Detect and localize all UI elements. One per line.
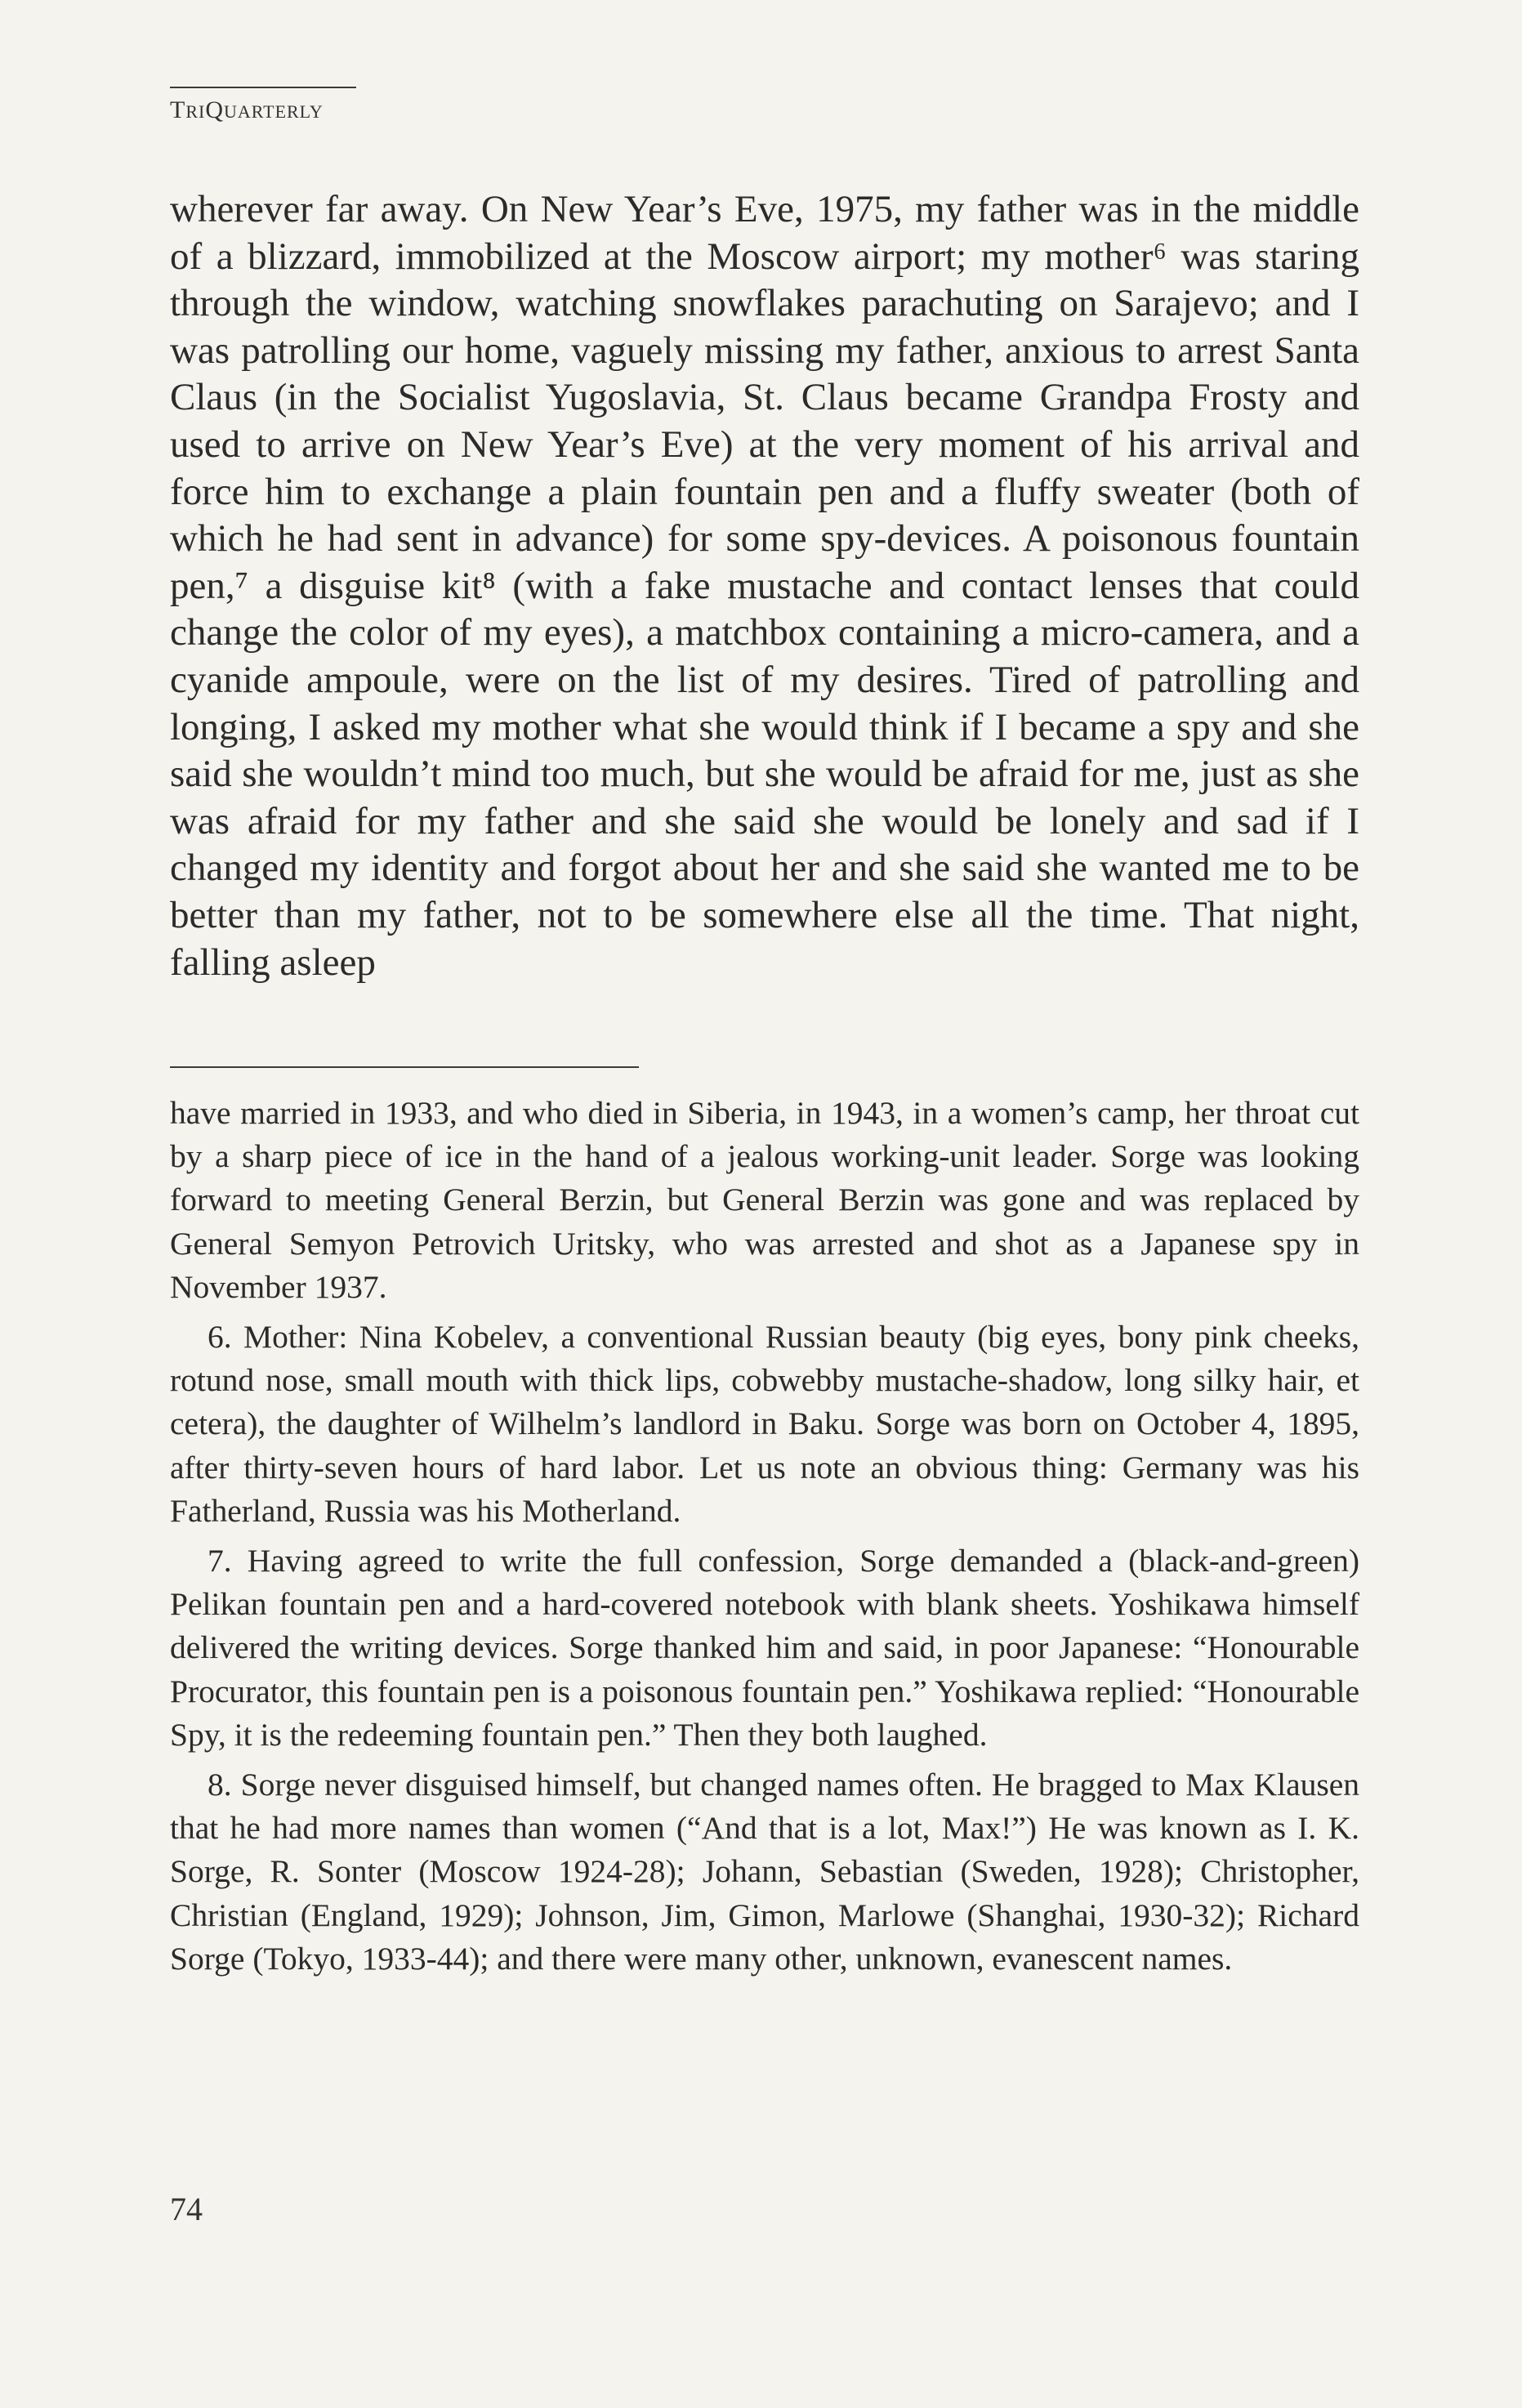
body-paragraph: wherever far away. On New Year’s Eve, 1975, my father was in the middle of a blizzard, immobilized at the Moscow airport; my mother⁶ was staring through the window, watching snowflakes parachuting on Sarajevo; and I was patrolling our home, vaguely missing my father, anxious to arrest Santa Claus (in the Socialist Yugoslavia, St. Claus became Grandpa Frosty and used to arrive on New Year’s Eve) at the very moment of his arrival and force him to exchange a plain fountain pen and a fluffy sweater (both of which he had sent in advance) for some spy-devices. A poisonous fountain pen,⁷ a disguise kit⁸ (with a fake mustache and contact lenses that could change the color of my eyes), a matchbox containing a micro-camera, and a cyanide ampoule, were on the list of my desires. Tired of patrolling and longing, I asked my mother what she would think if I became a spy and she said she wouldn’t mind too much, but she would be afraid for me, just as she was afraid for my father and she said she would be lonely and sad if I changed my identity and forgot about her and she said she wanted me to be better than my father, not to be somewhere else all the time. That night, falling asleep	[170, 188, 1359, 984]
running-head-part: RI	[185, 101, 206, 122]
footnote-continuation: have married in 1933, and who died in Siberia, in 1943, in a women’s camp, her throat cut by a sharp piece of ice in the hand of a jealous working-unit leader. Sorge was looking forward to meeting General Berzin, but General Berzin was gone and was replaced by General Semyon Petrovich Uritsky, who was arrested and shot as a Japanese spy in November 1937.	[170, 1095, 1359, 1305]
running-head	[170, 96, 324, 124]
page-number: 74	[170, 2191, 203, 2227]
running-head-initial: T	[170, 96, 186, 123]
footnote-6: 6. Mother: Nina Kobelev, a conventional Russian beauty (big eyes, bony pink cheeks, rotund nose, small mouth with thick lips, cobwebby mustache-shadow, long silky hair, et cetera), the daughter of Wilhelm’s landlord in Baku. Sorge was born on October 4, 1895, after thirty-seven hours of hard labor. Let us note an obvious thing: Germany was his Fatherland, Russia was his Motherland.	[170, 1319, 1359, 1529]
running-head-q: Q	[205, 96, 224, 123]
running-head-end: UARTERLY	[224, 101, 324, 122]
footnote-rule	[170, 1066, 639, 1068]
footnote-7: 7. Having agreed to write the full confession, Sorge demanded a (black-and-green) Pelikan fountain pen and a hard-covered notebook with blank sheets. Yoshikawa himself delivered the writing devices. Sorge thanked him and said, in poor Japanese: “Honourable Procurator, this fountain pen is a poisonous fountain pen.” Yoshikawa replied: “Honourable Spy, it is the redeeming fountain pen.” Then they both laughed.	[170, 1543, 1359, 1753]
footnotes	[170, 1092, 1359, 1987]
footnote-8: 8. Sorge never disguised himself, but changed names often. He bragged to Max Klausen that he had more names than women (“And that is a lot, Max!”) He was known as I. K. Sorge, R. Sonter (Moscow 1924-28); Johann, Sebastian (Sweden, 1928); Christopher, Christian (England, 1929); Johnson, Jim, Gimon, Marlowe (Shanghai, 1930-32); Richard Sorge (Tokyo, 1933-44); and there were many other, unknown, evanescent names.	[170, 1767, 1359, 1977]
header-rule	[170, 87, 356, 88]
